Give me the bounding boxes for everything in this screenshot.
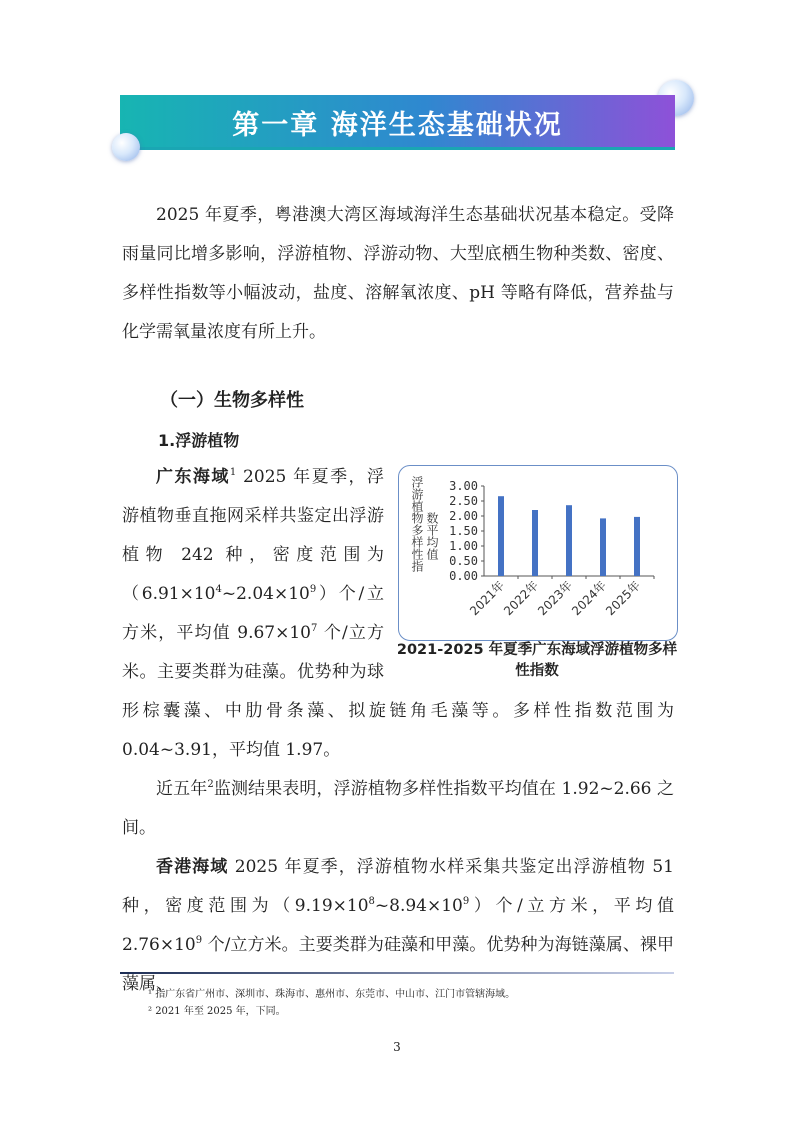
recent-years-text: 近五年 [156, 779, 208, 799]
chart-svg [399, 466, 677, 640]
footnote-2: ² 2021 年至 2025 年，下同。 [148, 1006, 286, 1017]
hongkong-text: 2025 年夏季，浮游植物水样采集共鉴定出浮游植物 51 种，密度范围为（9.19×10 [122, 857, 674, 916]
bar-2021年 [498, 496, 504, 576]
guangdong-label: 广东海域 [156, 467, 230, 487]
y-axis-label-cont: 数平均值 [425, 512, 439, 560]
hongkong-label: 香港海域 [156, 857, 229, 877]
bar-2023年 [566, 505, 572, 576]
y-tick-label: 2.00 [449, 509, 478, 523]
bar-2025年 [634, 517, 640, 576]
exponent: 9 [462, 896, 470, 907]
chart-caption: 2021-2025 年夏季广东海域浮游植物多样性指数 [396, 642, 678, 679]
recent-years-text: 监测结果表明，浮游植物多样性指数平均值在 1.92~2.66 之间。 [122, 779, 675, 838]
guangdong-text: ）个/立方米，平均值 9.67×10 [122, 584, 384, 643]
exponent: 9 [195, 935, 203, 946]
y-tick-label: 3.00 [449, 479, 478, 493]
footnote-ref-1: 1 [229, 467, 237, 478]
hongkong-text: 个/立方米。主要类群为硅藻和甲藻。优势种为海链藻属、裸甲藻属、 [122, 935, 674, 994]
y-tick-label: 1.50 [449, 524, 478, 538]
guangdong-text: 2025 年夏季，浮游植物垂直拖网采样共鉴定出浮游植物 242 种，密度范围为（6.91×10 [122, 467, 385, 604]
y-tick-label: 1.00 [449, 539, 478, 553]
guangdong-text: 个/立方米。主要类群为硅藻。优势种为球形棕囊藻、中肋骨条藻、拟旋链角毛藻等。多样性指数范围为 0.04~3.91，平均值 1.97。 [122, 623, 674, 760]
x-tick-label: 2022年 [501, 578, 542, 619]
page-number: 3 [393, 1040, 401, 1054]
y-tick-label: 0.50 [449, 554, 478, 568]
x-tick-label: 2024年 [569, 578, 610, 619]
footnote-ref-2: 2 [207, 779, 214, 790]
hongkong-text: ~8.94×10 [374, 896, 463, 916]
footnote-divider [120, 972, 674, 974]
chapter-title: 第一章 海洋生态基础状况 [232, 110, 563, 141]
y-tick-label: 0.00 [449, 569, 478, 583]
y-tick-label: 2.50 [449, 494, 478, 508]
exponent: 8 [368, 896, 375, 907]
diversity-index-chart [398, 465, 678, 641]
hongkong-text: ）个/立方米，平均值 2.76×10 [122, 896, 674, 955]
exponent: 9 [309, 584, 317, 595]
decorative-orb-bottom-left [112, 133, 140, 161]
footnote-1: ¹ 指广东省广州市、深圳市、珠海市、惠州市、东莞市、中山市、江门市管辖海域。 [148, 989, 516, 1000]
section-heading: （一）生物多样性 [160, 390, 304, 411]
guangdong-text: ~2.04×10 [221, 584, 310, 604]
exponent: 4 [215, 584, 222, 595]
bar-2024年 [600, 518, 606, 576]
chapter-banner [120, 95, 675, 150]
bar-2022年 [532, 510, 538, 576]
exponent: 7 [311, 623, 318, 634]
y-axis-label: 浮游植物多样性指 [410, 476, 424, 572]
x-tick-label: 2021年 [467, 578, 508, 619]
x-tick-label: 2025年 [603, 578, 644, 619]
subsection-heading: 1.浮游植物 [158, 431, 240, 450]
intro-paragraph: 2025 年夏季，粤港澳大湾区海域海洋生态基础状况基本稳定。受降雨量同比增多影响，浮游植物、浮游动物、大型底栖生物种类数、密度、多样性指数等小幅波动，盐度、溶解氧浓度、pH 等略有降低，营养盐与化学需氧量浓度有所上升。 [122, 205, 674, 342]
x-tick-label: 2023年 [535, 578, 576, 619]
